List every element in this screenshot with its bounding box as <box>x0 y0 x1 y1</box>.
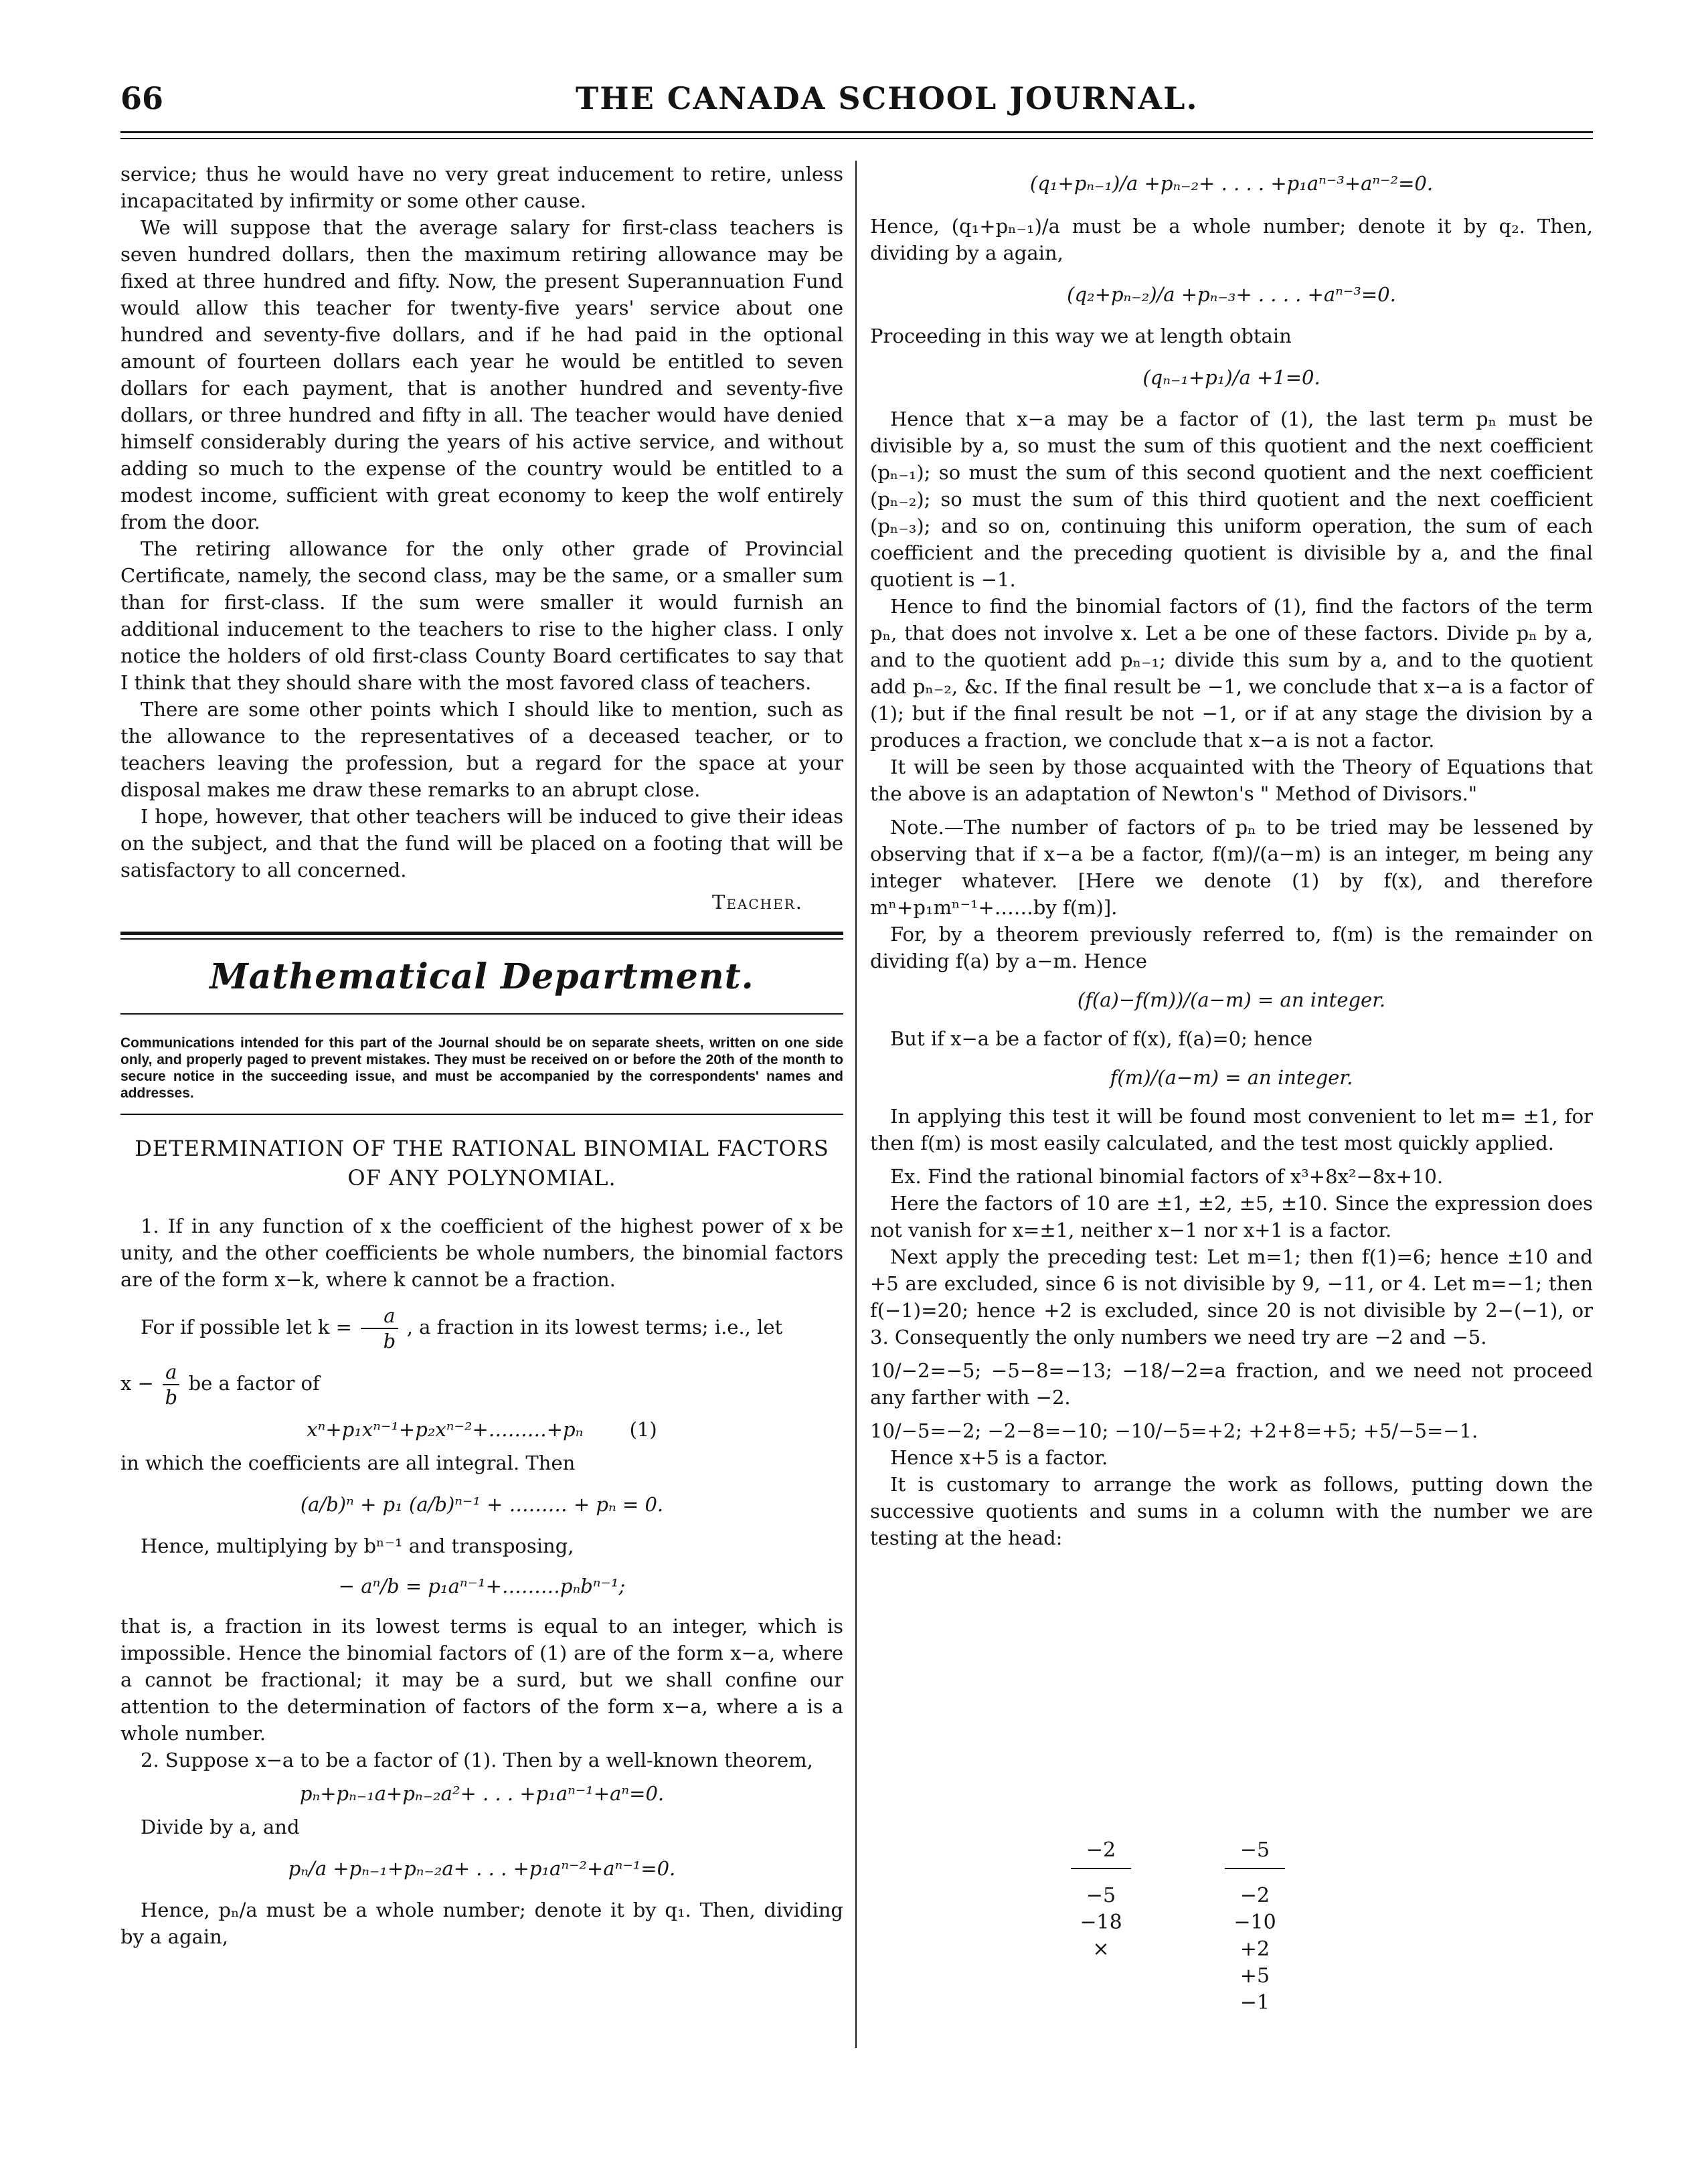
example-paragraph: Ex. Find the rational binomial factors of x³+8x²−8x+10. <box>890 1165 1444 1188</box>
note-paragraph: Note.—The number of factors of pₙ to be tried may be lessened by observing that if x−a be a factor, f(m)/(a−m) is an integer, m being any integer whatever. [Here we denote (1) by f(x), and therefore mⁿ+p₁mⁿ⁻¹+……by f(m)]. <box>870 816 1593 919</box>
department-rule <box>120 1013 843 1015</box>
section-rule-thin <box>120 938 843 940</box>
proof-paragraph: It is customary to arrange the work as follows, putting down the successive quotients and sums in a column with the number we are testing at the head: <box>870 1473 1593 1549</box>
signature: Teacher. <box>711 891 803 913</box>
equation-9: (f(a)−f(m))/(a−m) = an integer. <box>1077 988 1386 1011</box>
equation-2: (a/b)ⁿ + p₁ (a/b)ⁿ⁻¹ + ……… + pₙ = 0. <box>300 1493 664 1516</box>
note-rule <box>120 1114 843 1115</box>
proof-paragraph <box>120 1360 843 1409</box>
worked-line: 10/−5=−2; −2−8=−10; −10/−5=+2; +2+8=+5; +5/−5=−1. <box>870 1419 1478 1442</box>
work-entry: +5 <box>1240 1964 1270 1988</box>
letter-paragraph: I hope, however, that other teachers will be induced to give their ideas on the subject, and that the fund will be placed on a footing that will be satisfactory to all concerned. <box>120 805 843 881</box>
fraction-a-over-b: $\frac{a}{b}$ <box>361 1304 398 1353</box>
equation-10: f(m)/(a−m) = an integer. <box>1110 1066 1353 1089</box>
proof-paragraph: In applying this test it will be found most convenient to let m= ±1, for then f(m) is most easily calculated, and the test most quickly applied. <box>870 1105 1593 1154</box>
proof-paragraph: Hence, (q₁+pₙ₋₁)/a must be a whole number; denote it by q₂. Then, dividing by a again, <box>870 215 1593 264</box>
work-entry: −10 <box>1233 1911 1276 1934</box>
equation-text: xⁿ+p₁xⁿ⁻¹+p₂xⁿ⁻²+………+pₙ <box>307 1418 584 1441</box>
column-divider <box>855 161 857 2048</box>
work-column-minus-5 <box>1225 1837 1285 2016</box>
proof-paragraph: in which the coefficients are all integral. Then <box>120 1452 576 1474</box>
letter-paragraph: service; thus he would have no very great inducement to retire, unless incapacitated by infirmity or some other cause. <box>120 163 843 212</box>
work-entry: −1 <box>1240 1991 1270 2014</box>
department-note: Communications intended for this part of the Journal should be on separate sheets, written on one side only, and properly paged to prevent mistakes. They must be received on or before the 20th of the month to secure notice in the succeeding issue, and must be accompanied by the correspondents' names and addresses. <box>120 1035 843 1101</box>
section-rule <box>120 932 843 935</box>
text-span: be a factor of <box>188 1372 320 1395</box>
header-rule-bottom <box>120 138 1593 139</box>
text-span: For if possible let k = <box>141 1316 352 1338</box>
letter-paragraph: The retiring allowance for the only other grade of Provincial Certificate, namely, the second class, may be the same, or a smaller sum than for first-class. If the sum were smaller it would furnish an additional inducement to the teachers to rise to the higher class. I only notice the holders of old first-class County Board certificates to say that I think that they should share with the most favored class of teachers. <box>120 537 843 694</box>
work-entry: +2 <box>1240 1937 1270 1961</box>
worked-line: 10/−2=−5; −5−8=−13; −18/−2=a fraction, and we need not proceed any farther with −2. <box>870 1359 1593 1409</box>
proof-paragraph: Proceeding in this way we at length obtain <box>870 325 1292 347</box>
equation-6: (q₁+pₙ₋₁)/a +pₙ₋₂+ . . . . +p₁aⁿ⁻³+aⁿ⁻²=0. <box>1029 172 1434 195</box>
department-title: Mathematical Department. <box>209 956 754 997</box>
work-head: −5 <box>1225 1837 1285 1869</box>
proof-paragraph: Hence that x−a may be a factor of (1), the last term pₙ must be divisible by a, so must the sum of this quotient and the next coefficient (pₙ₋₁); so must the sum of this second quotient and the next coefficient (pₙ₋₂); so must the sum of this third quotient and the next coefficient (pₙ₋₃); and so on, continuing this uniform operation, the sum of each coefficient and the preceding quotient is divisible by a, and the final quotient is −1. <box>870 408 1593 591</box>
fraction-a-over-b: $\frac{a}{b}$ <box>163 1360 179 1409</box>
equation-3: − aⁿ/b = p₁aⁿ⁻¹+………pₙbⁿ⁻¹; <box>338 1575 626 1597</box>
proof-paragraph: that is, a fraction in its lowest terms is equal to an integer, which is impossible. Hence the binomial factors of (1) are of the form x−a, where a cannot be fractional; it may be a surd, but we shall confine our attention to the determination of factors of the form x−a, where a is a whole number. <box>120 1615 843 1745</box>
work-entry: −18 <box>1080 1911 1122 1934</box>
work-entry: −2 <box>1240 1884 1270 1907</box>
work-entry: × <box>1092 1937 1110 1961</box>
equation-4: pₙ+pₙ₋₁a+pₙ₋₂a²+ . . . +p₁aⁿ⁻¹+aⁿ=0. <box>299 1782 665 1805</box>
proof-paragraph: Divide by a, and <box>141 1816 300 1838</box>
proof-paragraph: It will be seen by those acquainted with the Theory of Equations that the above is an adaptation of Newton's " Method of Divisors." <box>870 756 1593 805</box>
text-span: x − <box>120 1372 154 1395</box>
proof-paragraph: Next apply the preceding test: Let m=1; then f(1)=6; hence ±10 and +5 are excluded, since 6 is not divisible by 9, −11, or 4. Let m=−1; then f(−1)=20; hence +2 is excluded, since 20 is not divisible by 2−(−1), or 3. Consequently the only numbers we need try are −2 and −5. <box>870 1245 1593 1348</box>
proof-paragraph: Hence to find the binomial factors of (1), find the factors of the term pₙ, that does not involve x. Let a be one of these factors. Divide pₙ by a, and to the quotient add pₙ₋₁; divide this sum by a, and to the quotient add pₙ₋₂, &c. If the final result be −1, we conclude that x−a is a factor of (1); but if the final result be not −1, or if at any stage the division by a produces a fraction, we conclude that x−a is not a factor. <box>870 595 1593 752</box>
proof-paragraph: Hence x+5 is a factor. <box>890 1446 1108 1469</box>
equation-1 <box>120 1416 843 1443</box>
proof-paragraph: Hence, multiplying by bⁿ⁻¹ and transposing, <box>141 1535 574 1557</box>
work-head: −2 <box>1071 1837 1131 1869</box>
page-number: 66 <box>120 80 164 116</box>
left-column <box>120 161 843 1950</box>
proof-paragraph <box>120 1304 843 1353</box>
right-column <box>870 161 1593 1551</box>
proof-paragraph: But if x−a be a factor of f(x), f(a)=0; hence <box>890 1027 1313 1050</box>
letter-paragraph: There are some other points which I should like to mention, such as the allowance to the representatives of a deceased teacher, or to teachers leaving the profession, but a regard for the space at your disposal makes me draw these remarks to an abrupt close. <box>120 698 843 801</box>
letter-paragraph: We will suppose that the average salary for first-class teachers is seven hundred dollars, then the maximum retiring allowance may be fixed at three hundred and fifty. Now, the present Superannuation Fund would allow this teacher for twenty-five years' service about one hundred and seventy-five dollars, and if he had paid in the optional amount of fourteen dollars each year he would be entitled to seven dollars for each payment, that is another hundred and seventy-five dollars, or three hundred and fifty in all. The teacher would have denied himself considerably during the years of his active service, and without adding so much to the expense of the country would be entitled to a modest income, sufficient with great economy to keep the wolf entirely from the door. <box>120 216 843 533</box>
equation-8: (qₙ₋₁+p₁)/a +1=0. <box>1142 366 1320 389</box>
work-column-minus-2 <box>1071 1837 1131 1963</box>
equation-5: pₙ/a +pₙ₋₁+pₙ₋₂a+ . . . +p₁aⁿ⁻²+aⁿ⁻¹=0. <box>288 1857 676 1880</box>
proof-paragraph: 1. If in any function of x the coefficient of the highest power of x be unity, and the other coefficients be whole numbers, the binomial factors are of the form x−k, where k cannot be a fraction. <box>120 1215 843 1291</box>
work-entry: −5 <box>1086 1884 1116 1907</box>
running-title: THE CANADA SCHOOL JOURNAL. <box>576 80 1199 116</box>
section-title: DETERMINATION OF THE RATIONAL BINOMIAL FACTORS OF ANY POLYNOMIAL. <box>135 1136 829 1191</box>
header-rule-top <box>120 131 1593 133</box>
proof-paragraph: Hence, pₙ/a must be a whole number; denote it by q₁. Then, dividing by a again, <box>120 1899 843 1948</box>
equation-label: (1) <box>629 1418 657 1441</box>
text-span: , a fraction in its lowest terms; i.e., let <box>406 1316 783 1338</box>
proof-paragraph: 2. Suppose x−a to be a factor of (1). Then by a well-known theorem, <box>141 1749 813 1771</box>
equation-7: (q₂+pₙ₋₂)/a +pₙ₋₃+ . . . . +aⁿ⁻³=0. <box>1067 283 1396 306</box>
proof-paragraph: For, by a theorem previously referred to, f(m) is the remainder on dividing f(a) by a−m. Hence <box>870 923 1593 972</box>
proof-paragraph: Here the factors of 10 are ±1, ±2, ±5, ±10. Since the expression does not vanish for x=±1, neither x−1 nor x+1 is a factor. <box>870 1192 1593 1241</box>
